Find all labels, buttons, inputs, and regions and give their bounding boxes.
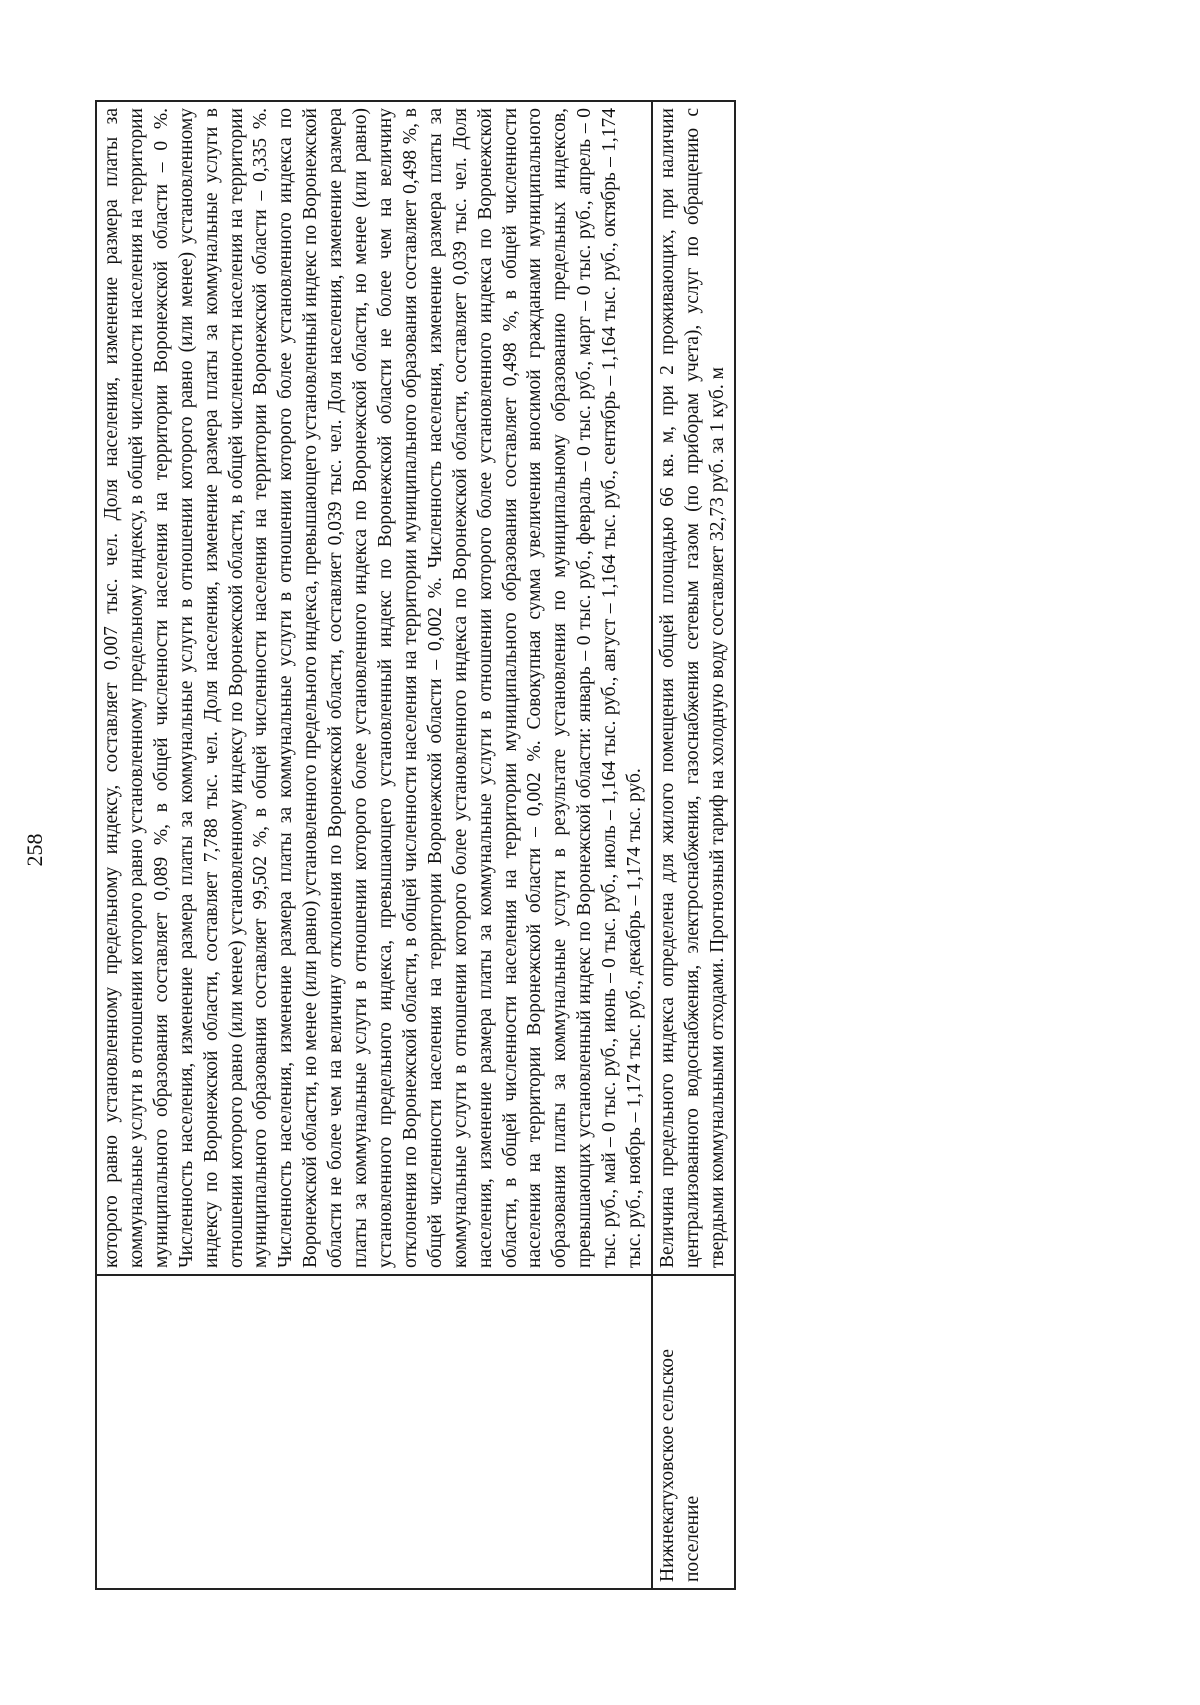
municipality-name-cell — [96, 1275, 652, 1589]
description-cell: Величина предельного индекса определена для жилого помещения общей площадью 66 кв. м, при 2 проживающих, при наличии централизованного водоснабжения, электроснабжения, газоснабжения сетевым газом (по приборам учета), услуг по обращению с твердыми коммунальными отходами. Прогнозный тариф на холодную воду составляет 32,73 руб. за 1 куб. м — [652, 101, 735, 1275]
table-row — [652, 101, 735, 1589]
page-number: 258 — [22, 833, 47, 867]
index-table — [95, 100, 736, 1590]
description-cell: которого равно установленному предельному индексу, составляет 0,007 тыс. чел. Доля населения, изменение размера платы за коммунальные услуги в отношении которого равно установленному предельному индексу, в общей численности населения на территории муниципального образования составляет 0,089 %, в общей численности населения на территории Воронежской области – 0 %. Численность населения, изменение размера платы за коммунальные услуги в отношении которого равно (или менее) установленному индексу по Воронежской области, составляет 7,788 тыс. чел. Доля населения, изменение размера платы за коммунальные услуги в отношении которого равно (или менее) установленному индексу по Воронежской области, в общей численности населения на территории муниципального образования составляет 99,502 %, в общей численности населения на территории Воронежской области – 0,335 %. Численность населения, изменение размера платы за коммунальные услуги в отношении которого более установленного индекса по Воронежской области, но менее (или равно) установленного предельного индекса, превышающего установленный индекс по Воронежской области не более чем на величину отклонения по Воронежской области, составляет 0,039 тыс. чел. Доля населения, изменение размера платы за коммунальные услуги в отношении которого более установленного индекса по Воронежской области, но менее (или равно) установленного предельного индекса, превышающего установленный индекс по Воронежской области не более чем на величину отклонения по Воронежской области, в общей численности населения на территории муниципального образования составляет 0,498 %, в общей численности населения на территории Воронежской области – 0,002 %. Численность населения, изменение размера платы за коммунальные услуги в отношении которого более установленного индекса по Воронежской области, составляет 0,039 тыс. чел. Доля населения, изменение размера платы за коммунальные услуги в отношении которого более установленного индекса по Воронежской области, в общей численности населения на территории муниципального образования составляет 0,498 %, в общей численности населения на территории Воронежской области – 0,002 %. Совокупная сумма увеличения вносимой гражданами муниципального образования платы за коммунальные услуги в результате установления по муниципальному образованию предельных индексов, превышающих установленный индекс по Воронежской области: январь – 0 тыс. руб., февраль – 0 тыс. руб., март – 0 тыс. руб., апрель – 0 тыс. руб., май – 0 тыс. руб., июнь – 0 тыс. руб., июль – 1,164 тыс. руб., август – 1,164 тыс. руб., сентябрь – 1,164 тыс. руб., октябрь – 1,174 тыс. руб., ноябрь – 1,174 тыс. руб., декабрь – 1,174 тыс. руб. — [96, 101, 652, 1275]
rotated-page — [0, 80, 1200, 1620]
table-row — [96, 101, 652, 1589]
municipality-name-cell: Нижнекатуховское сельское поселение — [652, 1275, 735, 1589]
